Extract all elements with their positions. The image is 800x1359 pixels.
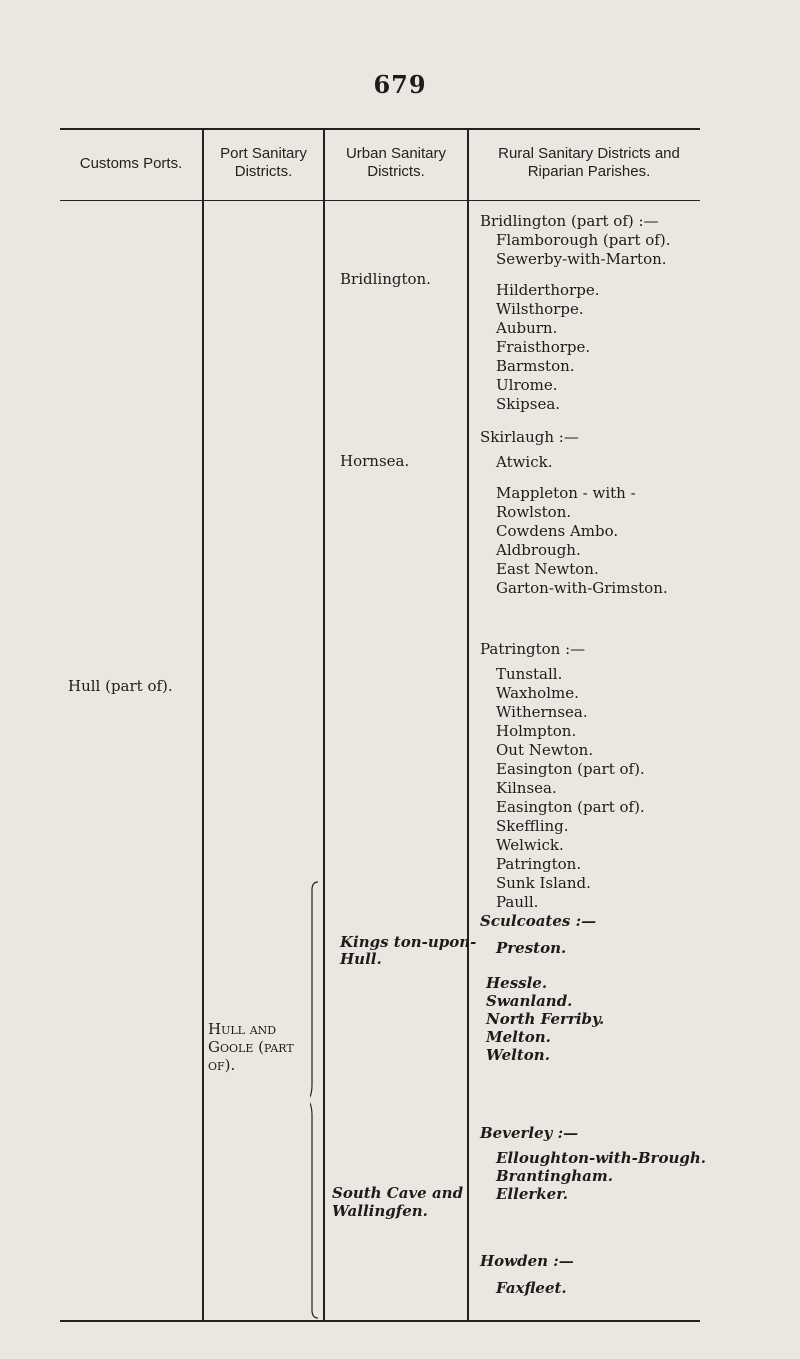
brace-shape xyxy=(310,880,322,1320)
rural-group-bridlington xyxy=(480,212,780,414)
list-item: Skeffling. xyxy=(496,817,569,835)
urban-south-cave: South Cave and Wallingfen. xyxy=(332,1184,464,1220)
list-item: Hilderthorpe. xyxy=(496,281,600,299)
rural-group-sculcoates xyxy=(480,912,780,1064)
rural-group-beverley xyxy=(480,1124,780,1203)
list-item: Sewerby-with-Marton. xyxy=(496,250,667,268)
list-item: Cowdens Ambo. xyxy=(496,522,619,540)
list-item: North Ferriby. xyxy=(486,1010,605,1028)
bottom-rule xyxy=(60,1320,700,1322)
list-item: Tunstall. xyxy=(496,665,563,683)
header-urban-sanitary: Urban Sanitary Districts. xyxy=(345,145,447,180)
list-item: Preston. xyxy=(496,939,567,957)
list-item: Withernsea. xyxy=(496,703,588,721)
rural-heading-beverley: Beverley :— xyxy=(480,1124,579,1142)
list-item: Ulrome. xyxy=(496,376,558,394)
list-item: Hessle. xyxy=(486,974,548,992)
list-item: Aldbrough. xyxy=(496,541,581,559)
list-item: Waxholme. xyxy=(496,684,579,702)
list-item: Elloughton-with-Brough. xyxy=(496,1149,706,1167)
list-item: Sunk Island. xyxy=(496,874,591,892)
customs-port-hull: Hull (part of). xyxy=(68,677,173,695)
list-item: Atwick. xyxy=(496,453,553,471)
list-item: Easington (part of). xyxy=(496,760,645,778)
list-item: Welwick. xyxy=(496,836,564,854)
urban-kingston-upon-hull: Kings ton-upon- Hull. xyxy=(340,933,477,968)
list-item: Auburn. xyxy=(496,319,558,337)
header-rule xyxy=(60,200,700,201)
list-item: Patrington. xyxy=(496,855,582,873)
rural-heading-howden: Howden :— xyxy=(480,1252,574,1270)
header-rural-sanitary: Rural Sanitary Districts and Riparian Parishes. xyxy=(498,145,680,180)
list-item: Wilsthorpe. xyxy=(496,300,584,318)
rural-heading-bridlington: Bridlington (part of) :— xyxy=(480,212,659,230)
column-divider-3 xyxy=(467,128,469,1320)
column-divider-1 xyxy=(202,128,204,1320)
list-item: Welton. xyxy=(486,1046,550,1064)
page-number: 679 xyxy=(373,70,427,99)
list-item: Fraisthorpe. xyxy=(496,338,591,356)
list-item: East Newton. xyxy=(496,560,599,578)
list-item: Flamborough (part of). xyxy=(496,231,671,249)
port-sanitary-hull-goole: Hull and Goole (part of). xyxy=(208,1020,294,1074)
list-item: Swanland. xyxy=(486,992,573,1010)
list-item: Mappleton - with - xyxy=(496,484,636,502)
rural-group-howden xyxy=(480,1252,780,1298)
list-item: Garton-with-Grimston. xyxy=(496,579,668,597)
list-item: Paull. xyxy=(496,893,539,911)
list-item: Easington (part of). xyxy=(496,798,645,816)
list-item: Faxfleet. xyxy=(496,1279,567,1297)
list-item: Brantingham. xyxy=(496,1167,613,1185)
top-rule xyxy=(60,128,700,130)
urban-hornsea: Hornsea. xyxy=(340,452,410,470)
list-item: Melton. xyxy=(486,1028,551,1046)
rural-heading-sculcoates: Sculcoates :— xyxy=(480,912,597,930)
list-item: Out Newton. xyxy=(496,741,594,759)
rural-group-patrington xyxy=(480,640,780,912)
column-divider-2 xyxy=(323,128,325,1320)
list-item: Barmston. xyxy=(496,357,575,375)
rural-heading-patrington: Patrington :— xyxy=(480,640,586,658)
list-item: Kilnsea. xyxy=(496,779,557,797)
list-item: Ellerker. xyxy=(496,1185,568,1203)
rural-heading-skirlaugh: Skirlaugh :— xyxy=(480,428,579,446)
list-item: Holmpton. xyxy=(496,722,577,740)
urban-bridlington: Bridlington. xyxy=(340,270,431,288)
header-customs-ports: Customs Ports. xyxy=(79,155,183,172)
list-item: Skipsea. xyxy=(496,395,561,413)
list-item: Rowlston. xyxy=(496,503,572,521)
rural-group-skirlaugh xyxy=(480,428,780,598)
header-port-sanitary: Port Sanitary Districts. xyxy=(220,145,307,180)
